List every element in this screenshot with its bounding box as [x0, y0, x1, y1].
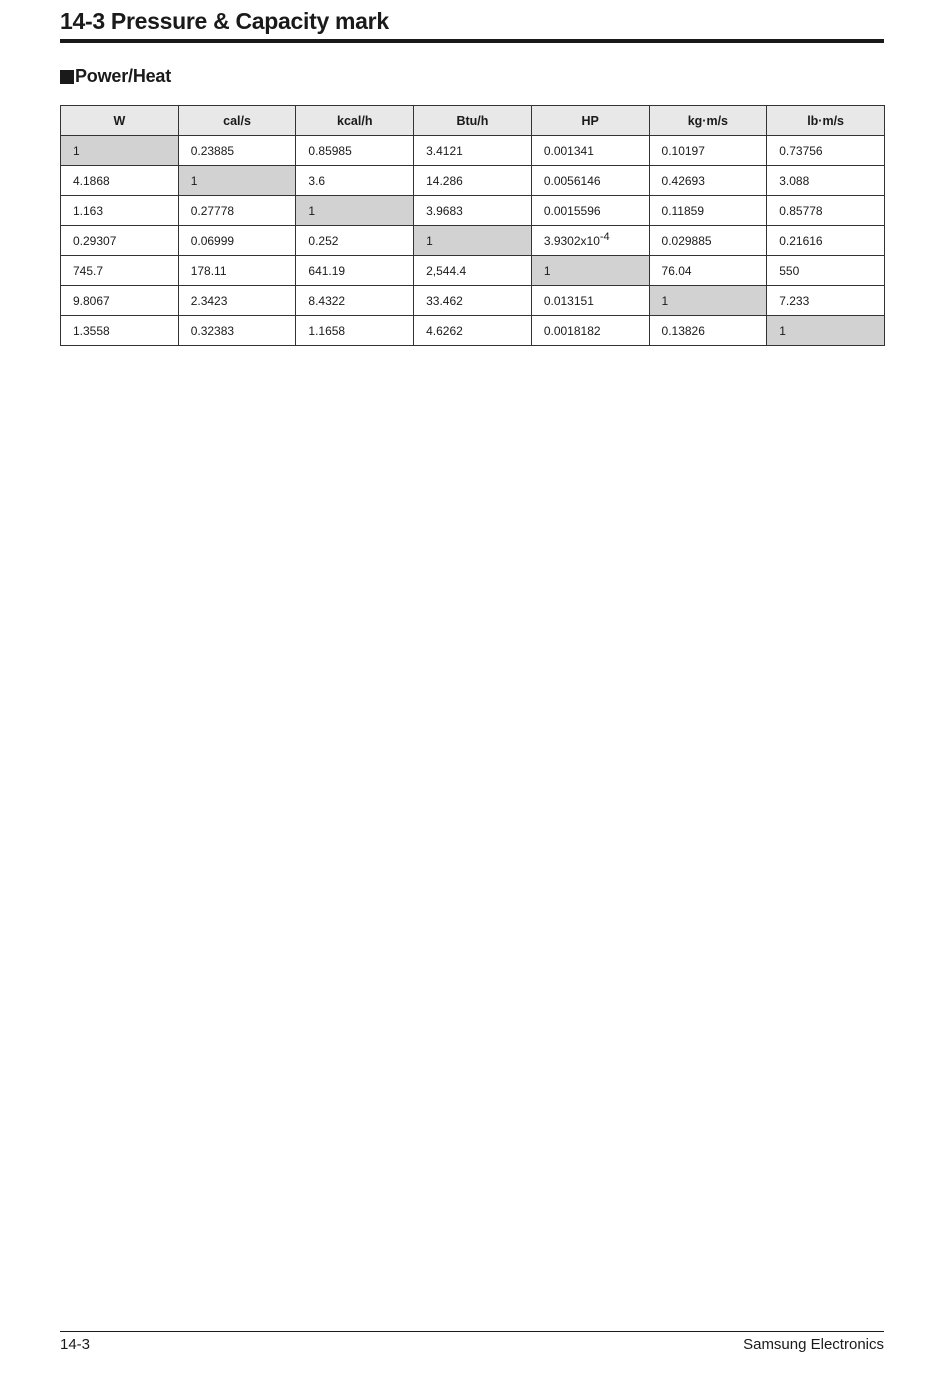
table-cell: 1: [414, 226, 532, 256]
table-cell: 0.013151: [531, 286, 649, 316]
footer-rule: [60, 1331, 884, 1332]
column-header: kcal/h: [296, 106, 414, 136]
exponent-superscript: -4: [599, 230, 610, 243]
table-cell: 76.04: [649, 256, 767, 286]
publisher-name: Samsung Electronics: [743, 1336, 884, 1353]
table-cell: 0.029885: [649, 226, 767, 256]
table-cell: 3.9683: [414, 196, 532, 226]
table-cell: 1: [296, 196, 414, 226]
column-header: Btu/h: [414, 106, 532, 136]
table-row: [61, 226, 885, 256]
table-row: [61, 166, 885, 196]
table-cell: 7.233: [767, 286, 885, 316]
page-title: 14-3 Pressure & Capacity mark: [60, 8, 389, 34]
table-cell: 1: [178, 166, 296, 196]
table-cell: 0.06999: [178, 226, 296, 256]
table-cell: 0.11859: [649, 196, 767, 226]
table-cell: 0.32383: [178, 316, 296, 346]
column-header: HP: [531, 106, 649, 136]
table-cell: 2,544.4: [414, 256, 532, 286]
table-cell: 0.73756: [767, 136, 885, 166]
table-cell: 3.088: [767, 166, 885, 196]
table-row: [61, 316, 885, 346]
conversion-table: [60, 105, 885, 346]
table-cell: 550: [767, 256, 885, 286]
title-rule: [60, 39, 884, 43]
table-cell: 1: [531, 256, 649, 286]
table-cell: 33.462: [414, 286, 532, 316]
page-number: 14-3: [60, 1336, 91, 1353]
table-cell: 0.0018182: [531, 316, 649, 346]
section-heading-label: Power/Heat: [75, 66, 172, 86]
table-cell: 641.19: [296, 256, 414, 286]
table-cell: 0.42693: [649, 166, 767, 196]
table-cell: 3.6: [296, 166, 414, 196]
column-header: kg·m/s: [649, 106, 767, 136]
table-cell: 2.3423: [178, 286, 296, 316]
table-cell: 4.6262: [414, 316, 532, 346]
table-cell: 0.13826: [649, 316, 767, 346]
table-row: [61, 136, 885, 166]
table-cell: 745.7: [61, 256, 179, 286]
table-row: [61, 286, 885, 316]
table-cell: 0.10197: [649, 136, 767, 166]
table-cell: 0.85778: [767, 196, 885, 226]
table-cell: 0.29307: [61, 226, 179, 256]
column-header: W: [61, 106, 179, 136]
table-cell: 4.1868: [61, 166, 179, 196]
table-cell: 1.3558: [61, 316, 179, 346]
table-cell: 3.4121: [414, 136, 532, 166]
table-cell: 0.252: [296, 226, 414, 256]
table-cell: 1.163: [61, 196, 179, 226]
table-cell: 0.27778: [178, 196, 296, 226]
table-cell: 9.8067: [61, 286, 179, 316]
column-header: lb·m/s: [767, 106, 885, 136]
table-cell: 0.0056146: [531, 166, 649, 196]
table-row: [61, 256, 885, 286]
table-cell: 0.23885: [178, 136, 296, 166]
section-heading: [60, 66, 171, 87]
table-cell: 0.21616: [767, 226, 885, 256]
table-cell: 0.0015596: [531, 196, 649, 226]
table-cell: 14.286: [414, 166, 532, 196]
table-cell-scientific: [531, 226, 649, 256]
mantissa: 3.9302x10: [543, 233, 600, 248]
table-cell: 1: [61, 136, 179, 166]
table-cell: 8.4322: [296, 286, 414, 316]
table-row: [61, 196, 885, 226]
column-header: cal/s: [178, 106, 296, 136]
table-cell: 178.11: [178, 256, 296, 286]
table-cell: 1: [649, 286, 767, 316]
square-bullet-icon: [60, 70, 74, 84]
table-header-row: [61, 106, 885, 136]
table-cell: 0.001341: [531, 136, 649, 166]
table-cell: 0.85985: [296, 136, 414, 166]
table-cell: 1.1658: [296, 316, 414, 346]
table-cell: 1: [767, 316, 885, 346]
